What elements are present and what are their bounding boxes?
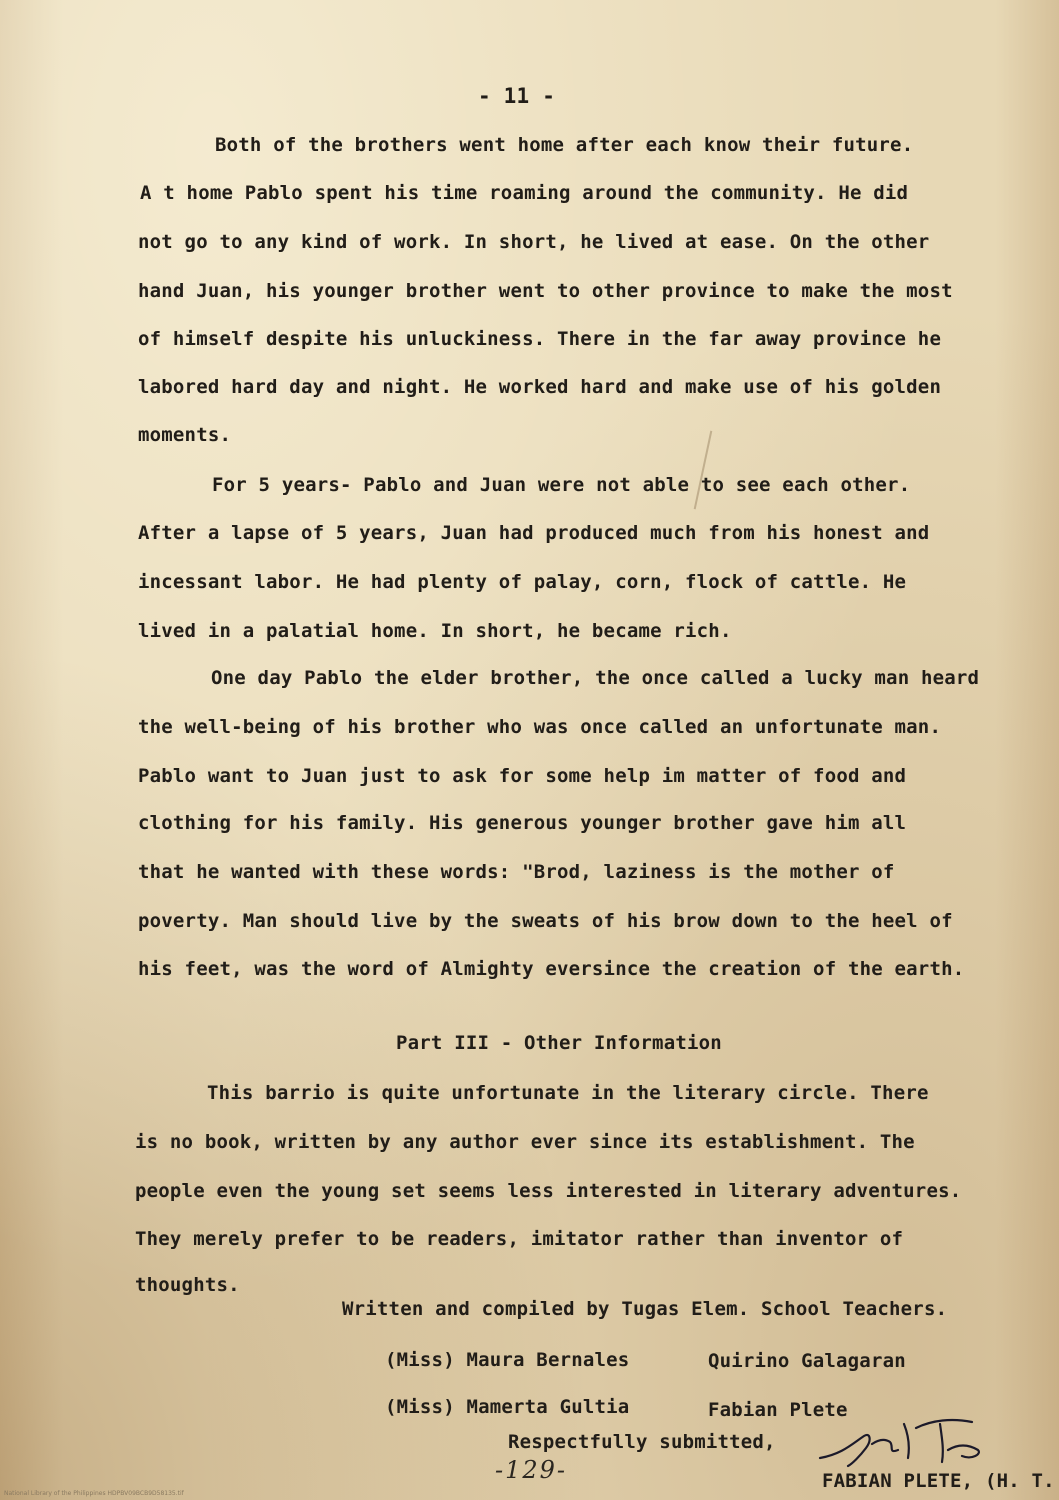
archive-note: National Library of the Philippines HDPBV09BCB9D58135.tif: [4, 1490, 184, 1497]
paragraph-1-line-4: hand Juan, his younger brother went to other province to make the most: [138, 280, 953, 302]
handwritten-page-number: -129-: [495, 1456, 568, 1484]
paragraph-2-line-2: After a lapse of 5 years, Juan had produced much from his honest and: [138, 522, 930, 544]
paragraph-4-line-2: is no book, written by any author ever since its establishment. The: [135, 1131, 915, 1153]
paragraph-3-line-4: clothing for his family. His generous younger brother gave him all: [138, 812, 907, 834]
paragraph-3-line-7: his feet, was the word of Almighty eversince the creation of the earth.: [138, 958, 965, 980]
paragraph-1-line-2: A t home Pablo spent his time roaming around the community. He did: [140, 182, 909, 204]
paragraph-1-line-5: of himself despite his unluckiness. There in the far away province he: [138, 328, 942, 350]
paragraph-1-line-1: Both of the brothers went home after each know their future.: [215, 134, 914, 156]
teacher-name: (Miss) Maura Bernales: [385, 1349, 630, 1371]
closing-phrase: Respectfully submitted,: [508, 1431, 776, 1453]
paragraph-4-line-1: This barrio is quite unfortunate in the literary circle. There: [207, 1082, 929, 1104]
paragraph-3-line-3: Pablo want to Juan just to ask for some help im matter of food and: [138, 765, 907, 787]
paragraph-2-line-4: lived in a palatial home. In short, he became rich.: [138, 620, 732, 642]
signer-name: FABIAN PLETE, (H. T.: [822, 1470, 1055, 1492]
teacher-name: (Miss) Mamerta Gultia: [385, 1396, 630, 1418]
paper-fold-mark: [694, 431, 713, 510]
paragraph-3-line-5: that he wanted with these words: "Brod, laziness is the mother of: [138, 861, 895, 883]
paragraph-3-line-2: the well-being of his brother who was once called an unfortunate man.: [138, 716, 942, 738]
page-number: - 11 -: [478, 84, 556, 108]
paragraph-4-line-3: people even the young set seems less interested in literary adventures.: [135, 1180, 962, 1202]
paragraph-4-line-4: They merely prefer to be readers, imitator rather than inventor of: [135, 1228, 904, 1250]
paragraph-1-line-6: labored hard day and night. He worked hard and make use of his golden: [138, 376, 942, 398]
compiled-by-line: Written and compiled by Tugas Elem. School Teachers.: [342, 1298, 948, 1320]
teacher-name: Fabian Plete: [708, 1399, 848, 1421]
paragraph-2-line-1: For 5 years- Pablo and Juan were not able to see each other.: [212, 474, 911, 496]
paragraph-4-line-5: thoughts.: [135, 1274, 240, 1296]
paragraph-1-line-7: moments.: [138, 424, 232, 446]
teacher-name: Quirino Galagaran: [708, 1350, 906, 1372]
paragraph-3-line-1: One day Pablo the elder brother, the once called a lucky man heard: [211, 667, 980, 689]
paragraph-3-line-6: poverty. Man should live by the sweats of his brow down to the heel of: [138, 910, 953, 932]
paragraph-2-line-3: incessant labor. He had plenty of palay, corn, flock of cattle. He: [138, 571, 907, 593]
handwritten-signature: [812, 1414, 992, 1474]
section-heading: Part III - Other Information: [396, 1032, 722, 1054]
paragraph-1-line-3: not go to any kind of work. In short, he lived at ease. On the other: [138, 231, 930, 253]
